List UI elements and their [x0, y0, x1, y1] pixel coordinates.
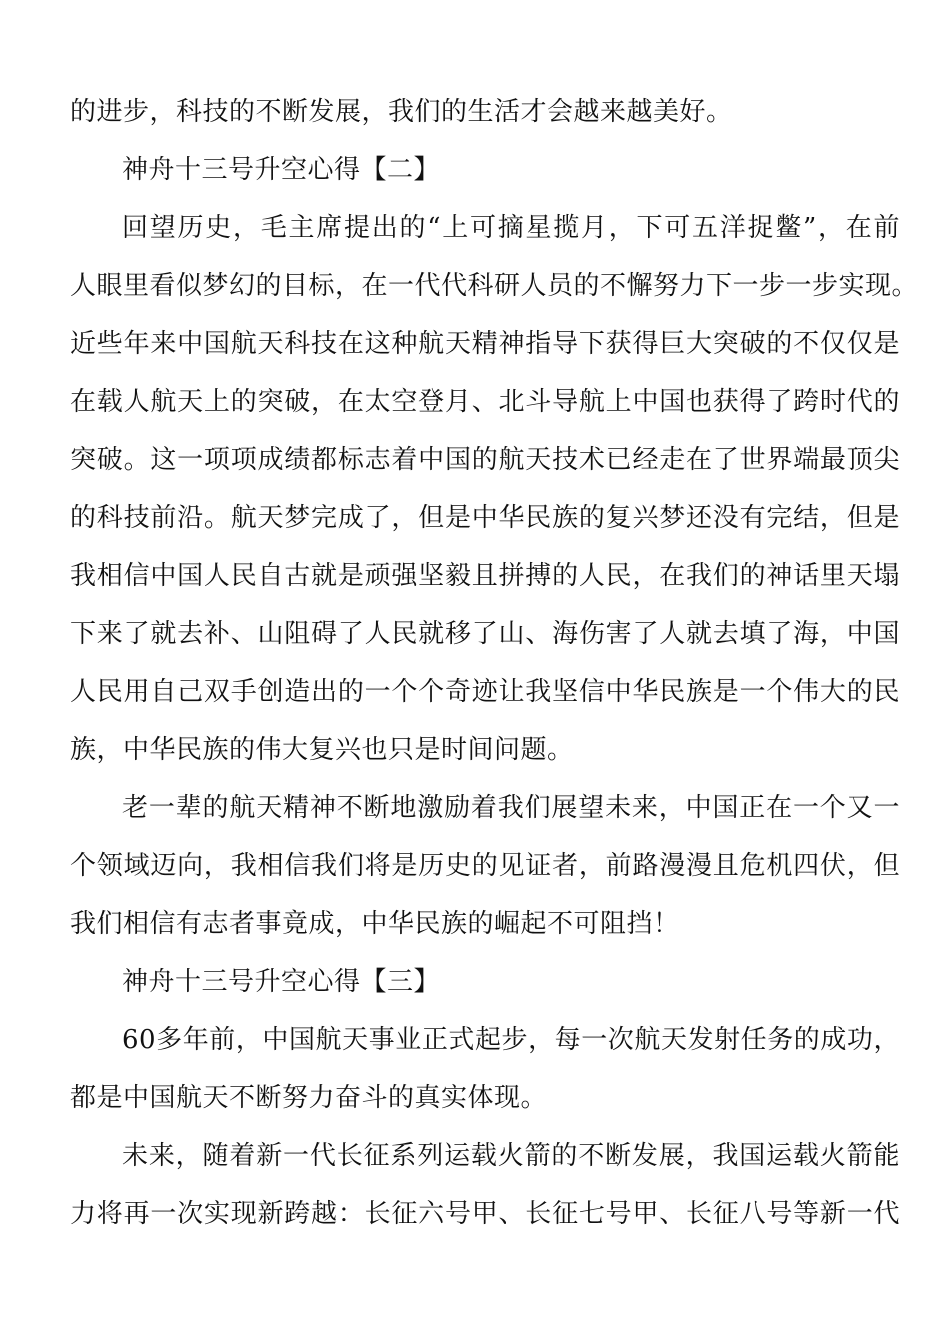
paragraph-line: 在载人航天上的突破，在太空登月、北斗导航上中国也获得了跨时代的	[70, 387, 900, 417]
section-heading: 神舟十三号升空心得【二】	[122, 155, 441, 185]
paragraph-line: 力将再一次实现新跨越：长征六号甲、长征七号甲、长征八号等新一代	[70, 1199, 900, 1229]
paragraph-line: 60多年前，中国航天事业正式起步，每一次航天发射任务的成功，	[122, 1025, 900, 1055]
paragraph-line: 未来，随着新一代长征系列运载火箭的不断发展，我国运载火箭能	[122, 1141, 900, 1171]
paragraph-line: 下来了就去补、山阻碍了人民就移了山、海伤害了人就去填了海，中国	[70, 619, 900, 649]
paragraph-line: 的进步，科技的不断发展，我们的生活才会越来越美好。	[70, 97, 733, 127]
paragraph-line: 的科技前沿。航天梦完成了，但是中华民族的复兴梦还没有完结，但是	[70, 503, 900, 533]
paragraph-line: 我们相信有志者事竟成，中华民族的崛起不可阻挡！	[70, 909, 680, 939]
paragraph-line: 突破。这一项项成绩都标志着中国的航天技术已经走在了世界端最顶尖	[70, 445, 900, 475]
paragraph-line: 老一辈的航天精神不断地激励着我们展望未来，中国正在一个又一	[122, 793, 900, 823]
paragraph-line: 回望历史，毛主席提出的“上可摘星揽月，下可五洋捉鳖”，在前	[122, 213, 900, 243]
paragraph-line: 人民用自己双手创造出的一个个奇迹让我坚信中华民族是一个伟大的民	[70, 677, 900, 707]
paragraph-line: 近些年来中国航天科技在这种航天精神指导下获得巨大突破的不仅仅是	[70, 329, 900, 359]
paragraph-line: 都是中国航天不断努力奋斗的真实体现。	[70, 1083, 548, 1113]
paragraph-line: 我相信中国人民自古就是顽强坚毅且拼搏的人民，在我们的神话里天塌	[70, 561, 900, 591]
paragraph-line: 人眼里看似梦幻的目标，在一代代科研人员的不懈努力下一步一步实现。	[70, 271, 919, 301]
paragraph-line: 个领域迈向，我相信我们将是历史的见证者，前路漫漫且危机四伏，但	[70, 851, 900, 881]
section-heading: 神舟十三号升空心得【三】	[122, 967, 441, 997]
paragraph-line: 族，中华民族的伟大复兴也只是时间问题。	[70, 735, 574, 765]
